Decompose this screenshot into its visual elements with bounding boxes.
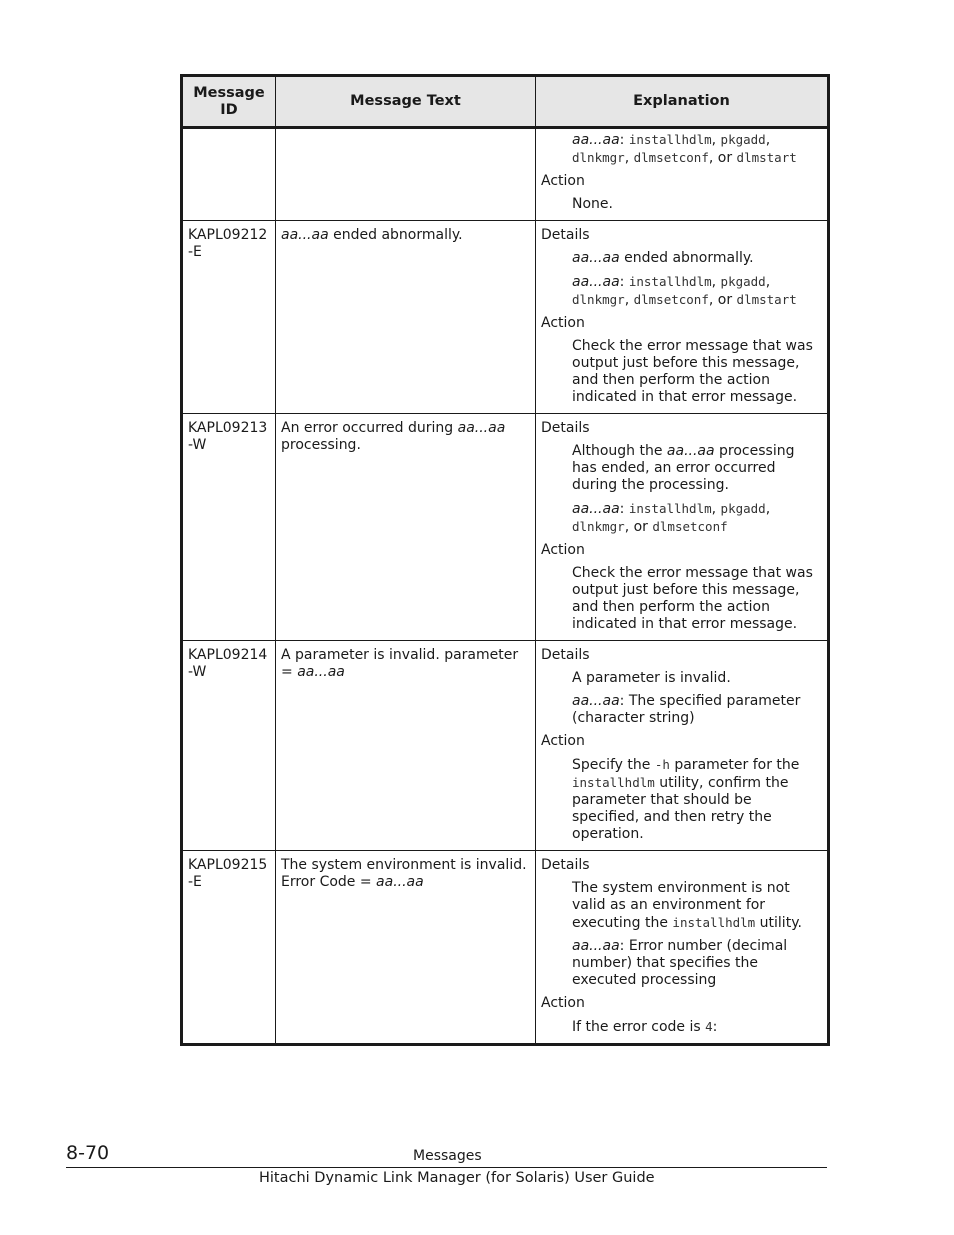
explanation-cell <box>536 851 829 1045</box>
details-text: aa...aa ended abnormally. <box>572 250 754 266</box>
action-text: Check the error message that was output just before this message, and then perform the action indicated in that error message. <box>572 338 813 405</box>
details-text: Although the aa...aa processing has ended, an error occurred during the processing. <box>572 443 795 493</box>
table-row <box>182 641 829 851</box>
explanation-cell <box>536 414 829 641</box>
message-text-cell: An error occurred during aa...aa processing. <box>276 414 536 641</box>
message-text-cell: The system environment is invalid. Error Code = aa...aa <box>276 851 536 1045</box>
message-text-cell: A parameter is invalid. parameter = aa...aa <box>276 641 536 851</box>
aa-values: aa...aa: installhdlm, pkgadd, dlnkmgr, dlmsetconf, or dlmstart <box>572 132 797 166</box>
table-row <box>182 128 829 221</box>
action-heading: Action <box>541 173 585 189</box>
header-explanation: Explanation <box>536 76 829 128</box>
action-heading: Action <box>541 995 585 1011</box>
action-text: Check the error message that was output just before this message, and then perform the action indicated in that error message. <box>572 565 813 632</box>
aa-values: aa...aa: installhdlm, pkgadd, dlnkmgr, dlmsetconf, or dlmstart <box>572 274 797 308</box>
details-text: The system environment is not valid as an environment for executing the installhdlm utility. <box>572 880 802 931</box>
aa-values: aa...aa: Error number (decimal number) that specifies the executed processing <box>572 938 788 988</box>
explanation-cell <box>536 641 829 851</box>
action-text: If the error code is 4: <box>572 1019 718 1035</box>
table-header-row <box>182 76 829 128</box>
header-message-id: Message ID <box>182 76 276 128</box>
message-text-cell <box>276 128 536 221</box>
table-row <box>182 414 829 641</box>
message-id-cell: KAPL09212 -E <box>182 221 276 414</box>
table-row <box>182 221 829 414</box>
header-message-text: Message Text <box>276 76 536 128</box>
aa-values: aa...aa: installhdlm, pkgadd, dlnkmgr, or dlmsetconf <box>572 501 771 535</box>
action-text: Specify the -h parameter for the installhdlm utility, confirm the parameter that should be specified, and then retry the operation. <box>572 757 800 842</box>
table-row <box>182 851 829 1045</box>
page-number: 8-70 <box>66 1142 110 1164</box>
action-heading: Action <box>541 733 585 749</box>
details-heading: Details <box>541 420 590 436</box>
action-text: None. <box>572 196 613 212</box>
message-id-cell: KAPL09214 -W <box>182 641 276 851</box>
action-heading: Action <box>541 315 585 331</box>
guide-title: Hitachi Dynamic Link Manager (for Solaris) User Guide <box>259 1170 655 1186</box>
details-heading: Details <box>541 647 590 663</box>
explanation-cell <box>536 221 829 414</box>
message-id-cell: KAPL09213 -W <box>182 414 276 641</box>
section-name: Messages <box>413 1148 482 1164</box>
action-heading: Action <box>541 542 585 558</box>
details-heading: Details <box>541 857 590 873</box>
message-id-cell <box>182 128 276 221</box>
message-id-cell: KAPL09215 -E <box>182 851 276 1045</box>
explanation-cell <box>536 128 829 221</box>
aa-values: aa...aa: The specified parameter (character string) <box>572 693 801 726</box>
message-text-cell: aa...aa ended abnormally. <box>276 221 536 414</box>
messages-table <box>180 74 830 1046</box>
footer-divider <box>66 1167 827 1168</box>
details-text: A parameter is invalid. <box>572 670 731 686</box>
details-heading: Details <box>541 227 590 243</box>
